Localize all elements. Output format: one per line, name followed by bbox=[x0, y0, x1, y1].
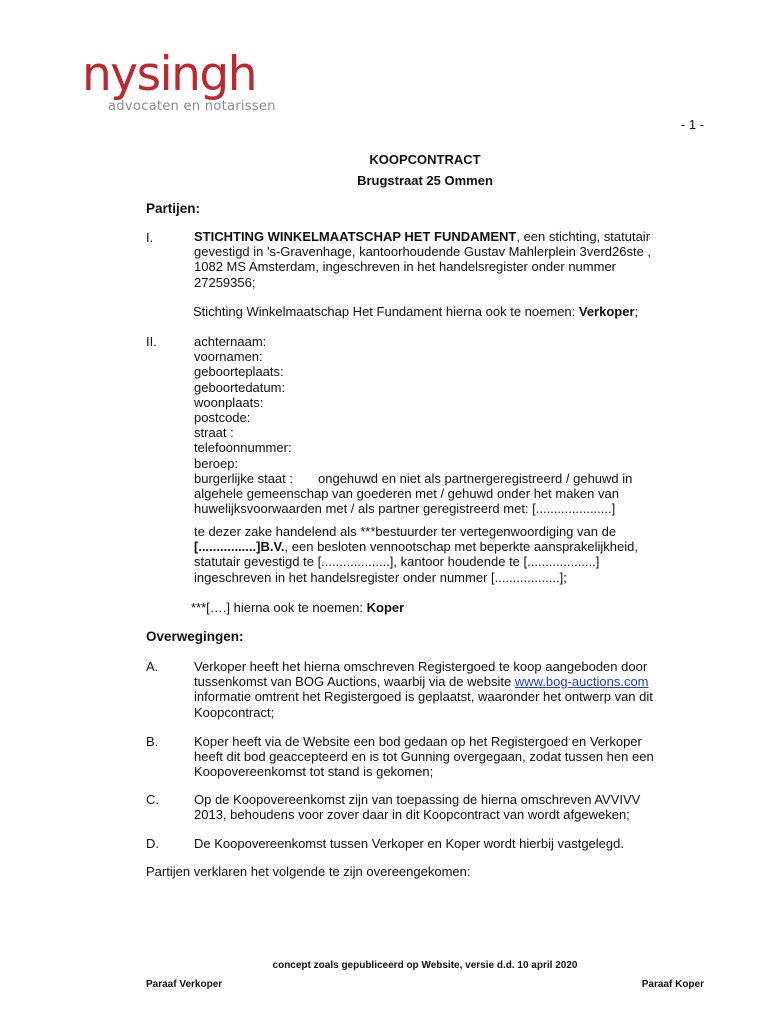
consideration-a-line1: Verkoper heeft het hierna omschreven Registergoed te koop aangeboden door bbox=[194, 659, 648, 674]
bog-auctions-link[interactable]: www.bog-auctions.com bbox=[514, 674, 649, 690]
capacity-line2-rest: , een besloten vennootschap met beperkte aansprakelijkheid, bbox=[284, 539, 638, 555]
field-achternaam: achternaam: bbox=[194, 334, 267, 349]
parties-heading: Partijen: bbox=[146, 201, 201, 216]
party1-line1-rest: , een stichting, statutair bbox=[516, 229, 651, 244]
consideration-c-line2: 2013, behoudens voor zover daar in dit Koopcontract van wordt afgeweken; bbox=[194, 807, 630, 823]
capacity-bv: [................]B.V. bbox=[194, 539, 285, 555]
consideration-d-number: D. bbox=[146, 836, 159, 851]
document-title: KOOPCONTRACT bbox=[369, 152, 481, 167]
field-straat: straat : bbox=[194, 425, 234, 441]
party1-line3: 1082 MS Amsterdam, ingeschreven in het handelsregister onder nummer bbox=[194, 259, 616, 275]
capacity-line3: statutair gevestigd te [...................], kantoor houdende te [...................] bbox=[194, 554, 600, 570]
considerations-heading: Overwegingen: bbox=[146, 629, 244, 644]
party1-alias-name: Verkoper bbox=[578, 304, 635, 319]
party2-alias bbox=[191, 600, 404, 615]
capacity-line4: ingeschreven in het handelsregister onder nummer [..................]; bbox=[194, 569, 567, 585]
civil-value: ongehuwd en niet als partnergeregistreerd / gehuwd in bbox=[318, 470, 633, 486]
consideration-d bbox=[194, 836, 624, 851]
consideration-c-line1: Op de Koopovereenkomst zijn van toepassing de hierna omschreven AVVIVV bbox=[194, 792, 641, 807]
capacity-line2 bbox=[194, 539, 638, 554]
field-woonplaats: woonplaats: bbox=[194, 394, 264, 410]
field-geboorteplaats: geboorteplaats: bbox=[194, 364, 284, 380]
field-voornamen: voornamen: bbox=[194, 349, 263, 365]
field-burgerlijke-staat bbox=[194, 471, 632, 486]
consideration-a-number: A. bbox=[146, 659, 159, 674]
footer-paraaf-verkoper: Paraaf Verkoper bbox=[146, 979, 223, 990]
field-telefoonnummer: telefoonnummer: bbox=[194, 440, 292, 456]
logo-name: nysingh bbox=[82, 47, 257, 102]
consideration-d-line1: De Koopovereenkomst tussen Verkoper en Koper wordt hierbij vastgelegd. bbox=[194, 836, 624, 851]
field-geboortedatum: geboortedatum: bbox=[194, 379, 286, 395]
civil-line3: huwelijksvoorwaarden met / als partner geregistreerd met: [.....................] bbox=[194, 501, 616, 517]
party1-name: STICHTING WINKELMAATSCHAP HET FUNDAMENT bbox=[194, 229, 517, 244]
party1-line2: gevestigd in 's-Gravenhage, kantoorhoudende Gustav Mahlerplein 3verd26ste , bbox=[194, 244, 652, 260]
agreement-line: Partijen verklaren het volgende te zijn overeengekomen: bbox=[146, 864, 471, 879]
consideration-a-line2-pre: tussenkomst van BOG Auctions, waarbij via de website bbox=[194, 674, 515, 690]
party1-alias bbox=[193, 304, 638, 319]
civil-label: burgerlijke staat : bbox=[194, 470, 293, 486]
consideration-c bbox=[194, 792, 640, 822]
party1-alias-pre: Stichting Winkelmaatschap Het Fundament hierna ook te noemen: bbox=[193, 304, 579, 319]
consideration-a-line3: informatie omtrent het Registergoed is geplaatst, waaronder het ontwerp van dit bbox=[194, 689, 653, 705]
field-beroep: beroep: bbox=[194, 455, 239, 471]
party1-line4: 27259356; bbox=[194, 274, 256, 290]
party2-fields bbox=[194, 334, 632, 516]
consideration-b-line2: heeft dit bod geaccepteerd en is tot Gunning overgegaan, zodat tussen hen een bbox=[194, 749, 654, 765]
capacity-line1: te dezer zake handelend als ***bestuurder ter vertegenwoordiging van de bbox=[194, 524, 617, 539]
party1-alias-post: ; bbox=[634, 304, 639, 319]
party2-alias-name: Koper bbox=[366, 600, 405, 615]
page-number: - 1 - bbox=[680, 117, 704, 132]
party2-number: II. bbox=[146, 334, 157, 349]
consideration-a bbox=[194, 659, 653, 720]
consideration-a-line4: Koopcontract; bbox=[194, 704, 275, 720]
field-postcode: postcode: bbox=[194, 410, 251, 426]
consideration-a-line2 bbox=[194, 674, 653, 689]
consideration-b-line3: Koopovereenkomst tot stand is gekomen; bbox=[194, 764, 434, 780]
logo-tagline: advocaten en notarissen bbox=[108, 99, 276, 114]
footer-version: concept zoals gepubliceerd op Website, versie d.d. 10 april 2020 bbox=[272, 960, 578, 971]
consideration-c-number: C. bbox=[146, 792, 159, 807]
consideration-b-number: B. bbox=[146, 734, 159, 749]
consideration-b-line1: Koper heeft via de Website een bod gedaan op het Registergoed en Verkoper bbox=[194, 734, 642, 749]
party2-alias-pre: ***[….] hierna ook te noemen: bbox=[191, 600, 367, 615]
party1-number: I. bbox=[146, 230, 154, 245]
document-subtitle: Brugstraat 25 Ommen bbox=[357, 173, 493, 188]
footer-paraaf-koper: Paraaf Koper bbox=[641, 979, 704, 990]
civil-line2: algehele gemeenschap van goederen met / gehuwd onder het maken van bbox=[194, 486, 619, 502]
party1-description bbox=[194, 229, 651, 290]
party1-line1 bbox=[194, 229, 651, 244]
party2-capacity bbox=[194, 524, 638, 585]
consideration-b bbox=[194, 734, 654, 780]
nysingh-logo bbox=[82, 47, 276, 114]
